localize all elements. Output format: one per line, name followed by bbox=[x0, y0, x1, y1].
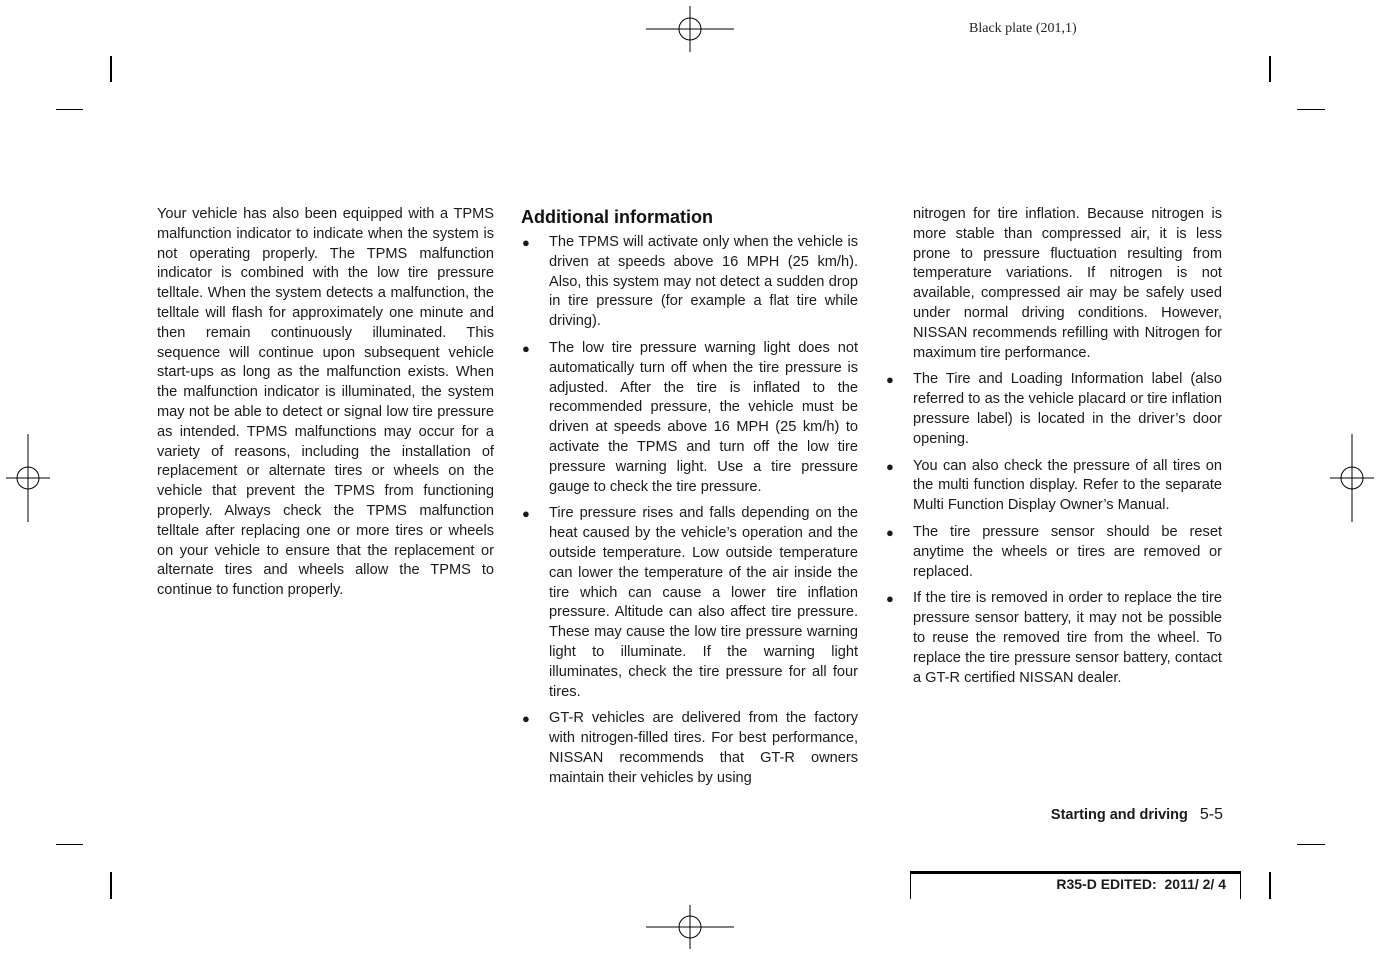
bullet-icon: ● bbox=[886, 524, 894, 540]
page-footer bbox=[1051, 806, 1223, 824]
middle-column bbox=[521, 206, 858, 796]
registration-mark-right bbox=[1328, 432, 1376, 524]
crop-mark-bottom-left-h bbox=[56, 844, 83, 845]
crop-mark-bottom-right-v bbox=[1269, 872, 1271, 899]
crop-mark-bottom-left-v bbox=[110, 872, 112, 899]
bullet-icon: ● bbox=[522, 235, 530, 250]
crop-mark-top-right-v bbox=[1269, 56, 1271, 82]
bullet-icon: ● bbox=[522, 340, 530, 356]
bullet-icon: ● bbox=[886, 458, 894, 474]
list-item: ● The low tire pressure warning light does not automatically turn off when the tire pressure is adjusted. After the tire is inflated to the recommended pressure, the vehicle must be driven at speeds above 16 MPH (25 km/h) to activate the TPMS and turn off the low tire pressure warning light. Use a tire pressure gauge to check the tire pressure. bbox=[522, 339, 858, 495]
list-item: ● The Tire and Loading Information label (also referred to as the vehicle placard or tire inflation pressure label) is located in the driver’s door opening. bbox=[886, 371, 1222, 447]
crop-mark-top-right-h bbox=[1297, 109, 1325, 110]
list-item: ● If the tire is removed in order to replace the tire pressure sensor battery, it may not be possible to reuse the removed tire from the wheel. To replace the tire pressure sensor battery, contact a GT-R certified NISSAN dealer. bbox=[886, 590, 1222, 686]
continued-paragraph: nitrogen for tire inflation. Because nitrogen is more stable than compressed air, it is less prone to pressure fluctuation resulting from temperature variations. If nitrogen is not available, compressed air may be safely used under normal driving conditions. However, NISSAN recommends refilling with Nitrogen for maximum tire performance. bbox=[913, 206, 1222, 361]
section-heading: Additional information bbox=[521, 207, 713, 227]
plate-label: Black plate (201,1) bbox=[969, 21, 1077, 36]
registration-mark-top bbox=[644, 4, 736, 54]
crop-mark-top-left-v bbox=[110, 56, 112, 82]
tpms-malfunction-paragraph: Your vehicle has also been equipped with a TPMS malfunction indicator to indicate when the system is not operating properly. The TPMS malfunction indicator is combined with the low tire pressure telltale. When the system detects a malfunction, the telltale will flash for approximately one minute and then remain continuously illuminated. This sequence will continue upon subsequent vehicle start-ups as long as the malfunction exists. When the malfunction indicator is illuminated, the system may not be able to detect or signal low tire pressure as intended. TPMS malfunctions may occur for a variety of reasons, including the installation of replacement or alternate tires or wheels on the vehicle that prevent the TPMS from functioning properly. Always check the TPMS malfunction telltale after replacing one or more tires or wheels on your vehicle to ensure that the replacement or alternate tires and wheels allow the TPMS to continue to function properly. bbox=[157, 206, 494, 599]
bullet-icon: ● bbox=[522, 506, 530, 522]
bullet-icon: ● bbox=[886, 372, 894, 388]
list-item: ● GT-R vehicles are delivered from the factory with nitrogen-filled tires. For best performance, NISSAN recommends that GT-R owners maintain their vehicles by using bbox=[522, 710, 858, 786]
page-number: 5-5 bbox=[1199, 806, 1223, 823]
edited-date: R35-D EDITED: 2011/ 2/ 4 bbox=[1056, 876, 1226, 892]
list-item: ● You can also check the pressure of all tires on the multi function display. Refer to the separate Multi Function Display Owner’s Manual. bbox=[886, 457, 1222, 514]
additional-info-list bbox=[521, 233, 858, 789]
right-column bbox=[885, 205, 1222, 695]
crop-mark-top-left-h bbox=[56, 109, 83, 110]
left-column bbox=[157, 205, 494, 601]
bullet-icon: ● bbox=[522, 711, 530, 727]
registration-mark-bottom bbox=[644, 903, 736, 951]
crop-mark-bottom-right-h bbox=[1297, 844, 1325, 845]
edited-stamp bbox=[910, 871, 1241, 899]
section-title: Starting and driving bbox=[1050, 807, 1188, 823]
bullet-icon: ● bbox=[886, 591, 894, 607]
list-item: ● The tire pressure sensor should be reset anytime the wheels or tires are removed or replaced. bbox=[886, 523, 1222, 580]
list-item: ● The TPMS will activate only when the vehicle is driven at speeds above 16 MPH (25 km/h). Also, this system may not detect a sudden drop in tire pressure (for example a flat tire while driving). bbox=[522, 234, 858, 330]
right-info-list bbox=[885, 370, 1222, 688]
registration-mark-left bbox=[4, 432, 52, 524]
list-item: ● Tire pressure rises and falls depending on the heat caused by the vehicle’s operation and the outside temperature. Low outside temperature can lower the temperature of the air inside the tire which can cause a lower tire inflation pressure. Altitude can also affect tire pressure. These may cause the low tire pressure warning light to illuminate. If the warning light illuminates, check the tire pressure for all four tires. bbox=[522, 505, 858, 700]
